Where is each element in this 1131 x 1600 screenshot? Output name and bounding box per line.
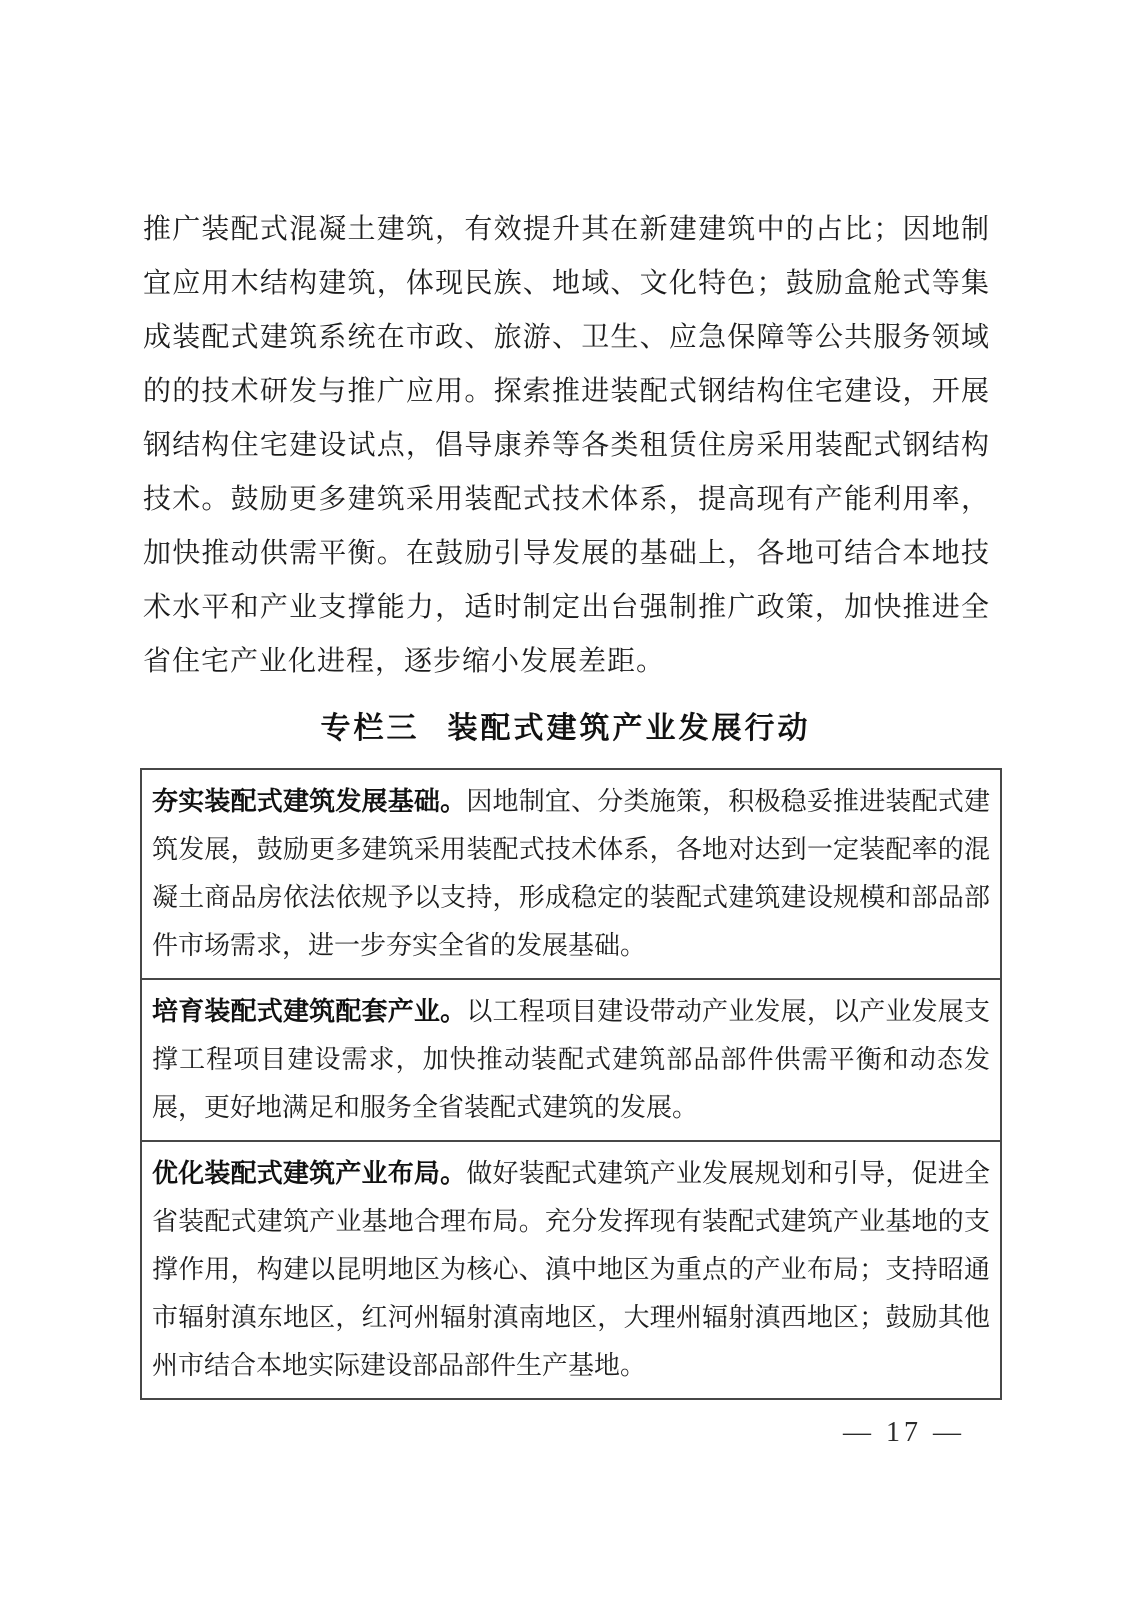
info-box-row-2-body: 以工程项目建设带动产业发展，以产业发展支撑工程项目建设需求，加快推动装配式建筑部品部件供需平衡和动态发展，更好地满足和服务全省装配式建筑的发展。 <box>152 997 990 1122</box>
info-box-row-2-lead: 培育装配式建筑配套产业。 <box>152 997 467 1026</box>
info-box-row-2 <box>142 978 1000 1140</box>
info-box-row-3 <box>142 1140 1000 1398</box>
page-number: — 17 — <box>843 1417 965 1448</box>
body-paragraph: 推广装配式混凝土建筑，有效提升其在新建建筑中的占比；因地制宜应用木结构建筑，体现民族、地域、文化特色；鼓励盒舱式等集成装配式建筑系统在市政、旅游、卫生、应急保障等公共服务领域的的技术研发与推广应用。探索推进装配式钢结构住宅建设，开展钢结构住宅建设试点，倡导康养等各类租赁住房采用装配式钢结构技术。鼓励更多建筑采用装配式技术体系，提高现有产能利用率，加快推动供需平衡。在鼓励引导发展的基础上，各地可结合本地技术水平和产业支撑能力，适时制定出台强制推广政策，加快推进全省住宅产业化进程，逐步缩小发展差距。 <box>143 214 990 677</box>
info-box-row-3-lead: 优化装配式建筑产业布局。 <box>152 1159 467 1188</box>
info-box-row-1-body: 因地制宜、分类施策，积极稳妥推进装配式建筑发展，鼓励更多建筑采用装配式技术体系，各地对达到一定装配率的混凝土商品房依法依规予以支持，形成稳定的装配式建筑建设规模和部品部件市场需求，进一步夯实全省的发展基础。 <box>152 787 990 960</box>
column-info-box <box>140 768 1002 1400</box>
column-heading-label: 专栏三 <box>320 712 420 745</box>
info-box-row-1 <box>142 770 1000 978</box>
column-heading-title: 装配式建筑产业发展行动 <box>447 712 811 745</box>
info-box-row-1-lead: 夯实装配式建筑发展基础。 <box>152 787 467 816</box>
info-box-row-3-body: 做好装配式建筑产业发展规划和引导，促进全省装配式建筑产业基地合理布局。充分发挥现有装配式建筑产业基地的支撑作用，构建以昆明地区为核心、滇中地区为重点的产业布局；支持昭通市辐射滇东地区，红河州辐射滇南地区，大理州辐射滇西地区；鼓励其他州市结合本地实际建设部品部件生产基地。 <box>152 1159 990 1380</box>
column-heading <box>0 703 1131 747</box>
